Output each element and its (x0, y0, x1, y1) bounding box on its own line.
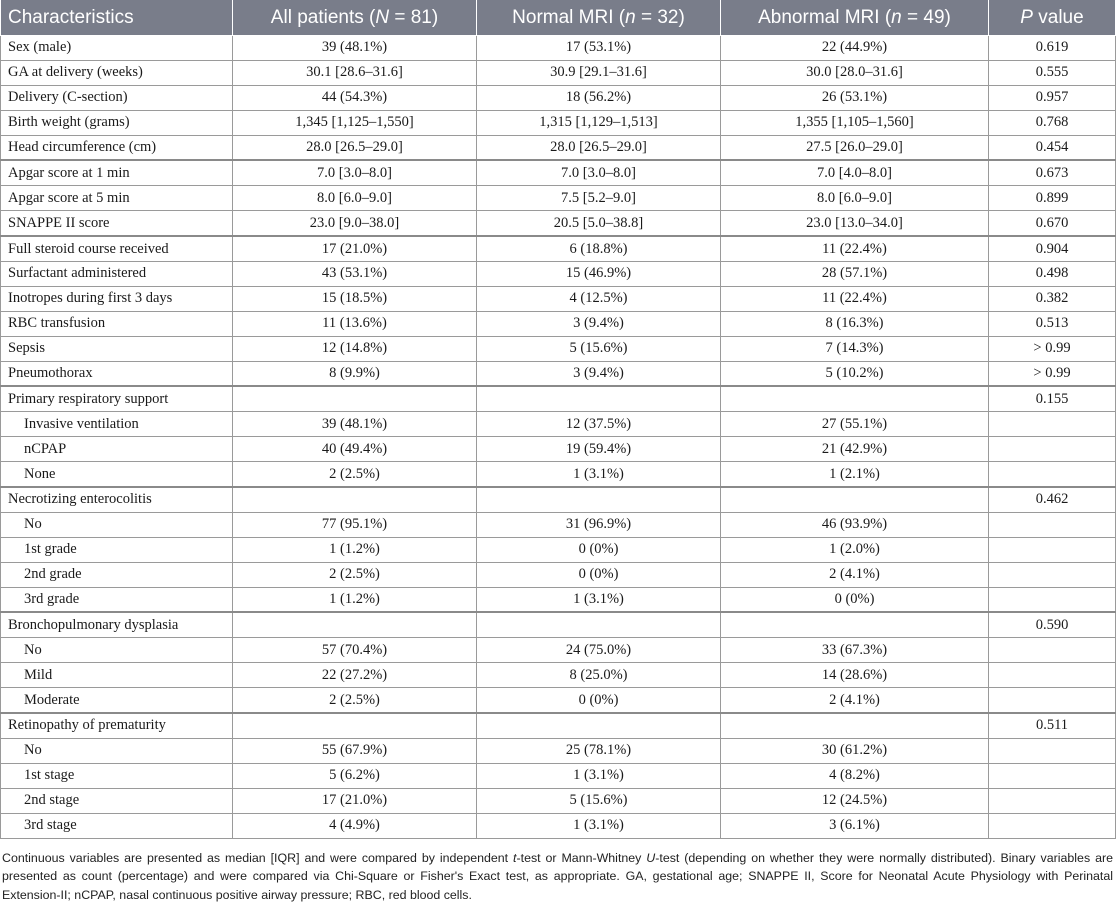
table-row (1, 612, 1116, 637)
cell-characteristic: 3rd grade (1, 587, 233, 612)
table-row (1, 738, 1116, 763)
cell-all-patients: 22 (27.2%) (233, 663, 477, 688)
cell-all-patients: 39 (48.1%) (233, 412, 477, 437)
table-row (1, 160, 1116, 185)
cell-p-value: 0.904 (989, 236, 1116, 261)
cell-all-patients: 2 (2.5%) (233, 688, 477, 713)
cell-all-patients: 23.0 [9.0–38.0] (233, 211, 477, 236)
cell-abnormal-mri: 14 (28.6%) (721, 663, 989, 688)
table-footnote: Continuous variables are presented as median [IQR] and were compared by independent t-test or Mann-Whitney U-test (depending on whether they were normally distributed). Binary variables are presented as count (percentage) and were compared via Chi-Square or Fisher's Exact test, as appropriate. GA, gestational age; SNAPPE II, Score for Neonatal Acute Physiology with Perinatal Extension-II; nCPAP, nasal continuous positive airway pressure; RBC, red blood cells. (0, 839, 1115, 904)
cell-p-value: 0.957 (989, 85, 1116, 110)
cell-normal-mri: 1 (3.1%) (477, 813, 721, 838)
table-row (1, 688, 1116, 713)
cell-characteristic: No (1, 512, 233, 537)
cell-normal-mri: 1 (3.1%) (477, 462, 721, 487)
header-abnormal-mri: Abnormal MRI (n = 49) (721, 0, 989, 36)
cell-abnormal-mri: 8 (16.3%) (721, 311, 989, 336)
cell-all-patients: 44 (54.3%) (233, 85, 477, 110)
cell-p-value: 0.899 (989, 186, 1116, 211)
cell-characteristic: Moderate (1, 688, 233, 713)
cell-abnormal-mri (721, 713, 989, 738)
cell-p-value: > 0.99 (989, 336, 1116, 361)
cell-abnormal-mri: 26 (53.1%) (721, 85, 989, 110)
cell-characteristic: SNAPPE II score (1, 211, 233, 236)
cell-all-patients: 39 (48.1%) (233, 36, 477, 61)
cell-all-patients: 30.1 [28.6–31.6] (233, 60, 477, 85)
table-row (1, 311, 1116, 336)
cell-normal-mri: 1,315 [1,129–1,513] (477, 110, 721, 135)
cell-p-value (989, 813, 1116, 838)
cell-characteristic: 1st stage (1, 763, 233, 788)
cell-normal-mri: 12 (37.5%) (477, 412, 721, 437)
header-characteristics: Characteristics (1, 0, 233, 36)
cell-characteristic: Apgar score at 5 min (1, 186, 233, 211)
cell-characteristic: GA at delivery (weeks) (1, 60, 233, 85)
cell-abnormal-mri: 23.0 [13.0–34.0] (721, 211, 989, 236)
cell-all-patients (233, 713, 477, 738)
cell-abnormal-mri: 21 (42.9%) (721, 437, 989, 462)
cell-all-patients (233, 612, 477, 637)
cell-p-value: 0.511 (989, 713, 1116, 738)
cell-p-value (989, 537, 1116, 562)
cell-abnormal-mri: 30 (61.2%) (721, 738, 989, 763)
header-p-value: P value (989, 0, 1116, 36)
cell-all-patients (233, 386, 477, 411)
cell-abnormal-mri: 1 (2.1%) (721, 462, 989, 487)
cell-normal-mri (477, 487, 721, 512)
cell-normal-mri: 15 (46.9%) (477, 262, 721, 287)
table-row (1, 186, 1116, 211)
cell-characteristic: Necrotizing enterocolitis (1, 487, 233, 512)
cell-characteristic: Surfactant administered (1, 262, 233, 287)
cell-characteristic: No (1, 638, 233, 663)
table-row (1, 587, 1116, 612)
cell-normal-mri: 7.0 [3.0–8.0] (477, 160, 721, 185)
cell-p-value (989, 638, 1116, 663)
cell-abnormal-mri: 5 (10.2%) (721, 361, 989, 386)
cell-characteristic: Full steroid course received (1, 236, 233, 261)
cell-characteristic: Bronchopulmonary dysplasia (1, 612, 233, 637)
table-row (1, 110, 1116, 135)
table-row (1, 60, 1116, 85)
cell-characteristic: nCPAP (1, 437, 233, 462)
cell-abnormal-mri: 1 (2.0%) (721, 537, 989, 562)
cell-normal-mri: 30.9 [29.1–31.6] (477, 60, 721, 85)
table-row (1, 813, 1116, 838)
cell-abnormal-mri: 0 (0%) (721, 587, 989, 612)
cell-p-value (989, 688, 1116, 713)
cell-abnormal-mri: 30.0 [28.0–31.6] (721, 60, 989, 85)
cell-normal-mri: 24 (75.0%) (477, 638, 721, 663)
cell-all-patients: 17 (21.0%) (233, 788, 477, 813)
cell-all-patients: 1,345 [1,125–1,550] (233, 110, 477, 135)
cell-p-value: 0.382 (989, 286, 1116, 311)
cell-abnormal-mri: 33 (67.3%) (721, 638, 989, 663)
cell-characteristic: None (1, 462, 233, 487)
cell-p-value: 0.673 (989, 160, 1116, 185)
cell-characteristic: 3rd stage (1, 813, 233, 838)
cell-p-value: 0.498 (989, 262, 1116, 287)
cell-normal-mri: 6 (18.8%) (477, 236, 721, 261)
cell-characteristic: RBC transfusion (1, 311, 233, 336)
cell-abnormal-mri: 7 (14.3%) (721, 336, 989, 361)
cell-p-value: 0.555 (989, 60, 1116, 85)
cell-p-value (989, 512, 1116, 537)
cell-all-patients: 4 (4.9%) (233, 813, 477, 838)
cell-p-value (989, 663, 1116, 688)
table-row (1, 663, 1116, 688)
cell-abnormal-mri: 7.0 [4.0–8.0] (721, 160, 989, 185)
cell-characteristic: Sepsis (1, 336, 233, 361)
cell-p-value: 0.462 (989, 487, 1116, 512)
cell-all-patients: 12 (14.8%) (233, 336, 477, 361)
table-row (1, 462, 1116, 487)
cell-abnormal-mri: 1,355 [1,105–1,560] (721, 110, 989, 135)
cell-p-value (989, 763, 1116, 788)
cell-abnormal-mri: 27 (55.1%) (721, 412, 989, 437)
cell-p-value: 0.155 (989, 386, 1116, 411)
cell-characteristic: Inotropes during first 3 days (1, 286, 233, 311)
table-row (1, 286, 1116, 311)
cell-normal-mri: 1 (3.1%) (477, 763, 721, 788)
cell-normal-mri (477, 386, 721, 411)
cell-characteristic: Sex (male) (1, 36, 233, 61)
table-row (1, 262, 1116, 287)
cell-p-value (989, 462, 1116, 487)
cell-all-patients: 15 (18.5%) (233, 286, 477, 311)
cell-characteristic: Primary respiratory support (1, 386, 233, 411)
cell-normal-mri: 5 (15.6%) (477, 788, 721, 813)
cell-abnormal-mri: 28 (57.1%) (721, 262, 989, 287)
cell-all-patients (233, 487, 477, 512)
cell-characteristic: Apgar score at 1 min (1, 160, 233, 185)
cell-all-patients: 8 (9.9%) (233, 361, 477, 386)
table-row (1, 211, 1116, 236)
cell-all-patients: 17 (21.0%) (233, 236, 477, 261)
cell-p-value (989, 412, 1116, 437)
cell-normal-mri: 20.5 [5.0–38.8] (477, 211, 721, 236)
cell-abnormal-mri: 2 (4.1%) (721, 562, 989, 587)
header-all-patients: All patients (N = 81) (233, 0, 477, 36)
cell-characteristic: Retinopathy of prematurity (1, 713, 233, 738)
table-row (1, 788, 1116, 813)
cell-characteristic: 2nd grade (1, 562, 233, 587)
cell-normal-mri: 3 (9.4%) (477, 311, 721, 336)
cell-p-value (989, 437, 1116, 462)
cell-characteristic: 2nd stage (1, 788, 233, 813)
cell-abnormal-mri: 27.5 [26.0–29.0] (721, 135, 989, 160)
cell-all-patients: 40 (49.4%) (233, 437, 477, 462)
cell-all-patients: 8.0 [6.0–9.0] (233, 186, 477, 211)
cell-abnormal-mri: 11 (22.4%) (721, 286, 989, 311)
table-row (1, 537, 1116, 562)
table-row (1, 562, 1116, 587)
header-row (1, 0, 1116, 36)
table-row (1, 236, 1116, 261)
table-row (1, 512, 1116, 537)
cell-all-patients: 55 (67.9%) (233, 738, 477, 763)
cell-p-value: 0.619 (989, 36, 1116, 61)
cell-normal-mri: 7.5 [5.2–9.0] (477, 186, 721, 211)
cell-all-patients: 43 (53.1%) (233, 262, 477, 287)
cell-normal-mri: 1 (3.1%) (477, 587, 721, 612)
table-row (1, 763, 1116, 788)
cell-p-value (989, 587, 1116, 612)
table-row (1, 336, 1116, 361)
cell-normal-mri (477, 713, 721, 738)
table-body (1, 36, 1116, 839)
cell-all-patients: 1 (1.2%) (233, 537, 477, 562)
cell-all-patients: 7.0 [3.0–8.0] (233, 160, 477, 185)
cell-characteristic: 1st grade (1, 537, 233, 562)
cell-normal-mri: 28.0 [26.5–29.0] (477, 135, 721, 160)
cell-normal-mri: 25 (78.1%) (477, 738, 721, 763)
cell-p-value: 0.768 (989, 110, 1116, 135)
cell-characteristic: Delivery (C-section) (1, 85, 233, 110)
cell-normal-mri: 8 (25.0%) (477, 663, 721, 688)
cell-normal-mri: 0 (0%) (477, 537, 721, 562)
cell-p-value: 0.670 (989, 211, 1116, 236)
cell-abnormal-mri: 22 (44.9%) (721, 36, 989, 61)
cell-normal-mri: 5 (15.6%) (477, 336, 721, 361)
cell-normal-mri: 0 (0%) (477, 688, 721, 713)
cell-characteristic: No (1, 738, 233, 763)
cell-abnormal-mri: 8.0 [6.0–9.0] (721, 186, 989, 211)
table-row (1, 36, 1116, 61)
cell-characteristic: Birth weight (grams) (1, 110, 233, 135)
cell-p-value (989, 562, 1116, 587)
cell-p-value: 0.513 (989, 311, 1116, 336)
cell-abnormal-mri (721, 487, 989, 512)
cell-all-patients: 1 (1.2%) (233, 587, 477, 612)
cell-normal-mri: 3 (9.4%) (477, 361, 721, 386)
cell-all-patients: 5 (6.2%) (233, 763, 477, 788)
cell-all-patients: 2 (2.5%) (233, 562, 477, 587)
cell-all-patients: 28.0 [26.5–29.0] (233, 135, 477, 160)
cell-p-value (989, 788, 1116, 813)
cell-p-value: 0.454 (989, 135, 1116, 160)
cell-normal-mri: 18 (56.2%) (477, 85, 721, 110)
cell-all-patients: 57 (70.4%) (233, 638, 477, 663)
cell-normal-mri: 31 (96.9%) (477, 512, 721, 537)
cell-characteristic: Pneumothorax (1, 361, 233, 386)
cell-all-patients: 2 (2.5%) (233, 462, 477, 487)
cell-characteristic: Mild (1, 663, 233, 688)
cell-abnormal-mri: 2 (4.1%) (721, 688, 989, 713)
cell-normal-mri: 19 (59.4%) (477, 437, 721, 462)
cell-p-value: 0.590 (989, 612, 1116, 637)
cell-characteristic: Head circumference (cm) (1, 135, 233, 160)
table-row (1, 361, 1116, 386)
cell-abnormal-mri: 12 (24.5%) (721, 788, 989, 813)
table-row (1, 85, 1116, 110)
header-normal-mri: Normal MRI (n = 32) (477, 0, 721, 36)
cell-normal-mri: 17 (53.1%) (477, 36, 721, 61)
cell-characteristic: Invasive ventilation (1, 412, 233, 437)
table-row (1, 437, 1116, 462)
cell-abnormal-mri: 46 (93.9%) (721, 512, 989, 537)
table-row (1, 135, 1116, 160)
table-row (1, 487, 1116, 512)
cell-p-value: > 0.99 (989, 361, 1116, 386)
table-row (1, 713, 1116, 738)
cell-p-value (989, 738, 1116, 763)
cell-abnormal-mri (721, 386, 989, 411)
cell-normal-mri: 4 (12.5%) (477, 286, 721, 311)
cell-all-patients: 11 (13.6%) (233, 311, 477, 336)
cell-abnormal-mri (721, 612, 989, 637)
table-row (1, 386, 1116, 411)
cell-normal-mri: 0 (0%) (477, 562, 721, 587)
cell-abnormal-mri: 11 (22.4%) (721, 236, 989, 261)
cell-abnormal-mri: 4 (8.2%) (721, 763, 989, 788)
table-row (1, 638, 1116, 663)
table-row (1, 412, 1116, 437)
cell-all-patients: 77 (95.1%) (233, 512, 477, 537)
cell-normal-mri (477, 612, 721, 637)
cell-abnormal-mri: 3 (6.1%) (721, 813, 989, 838)
